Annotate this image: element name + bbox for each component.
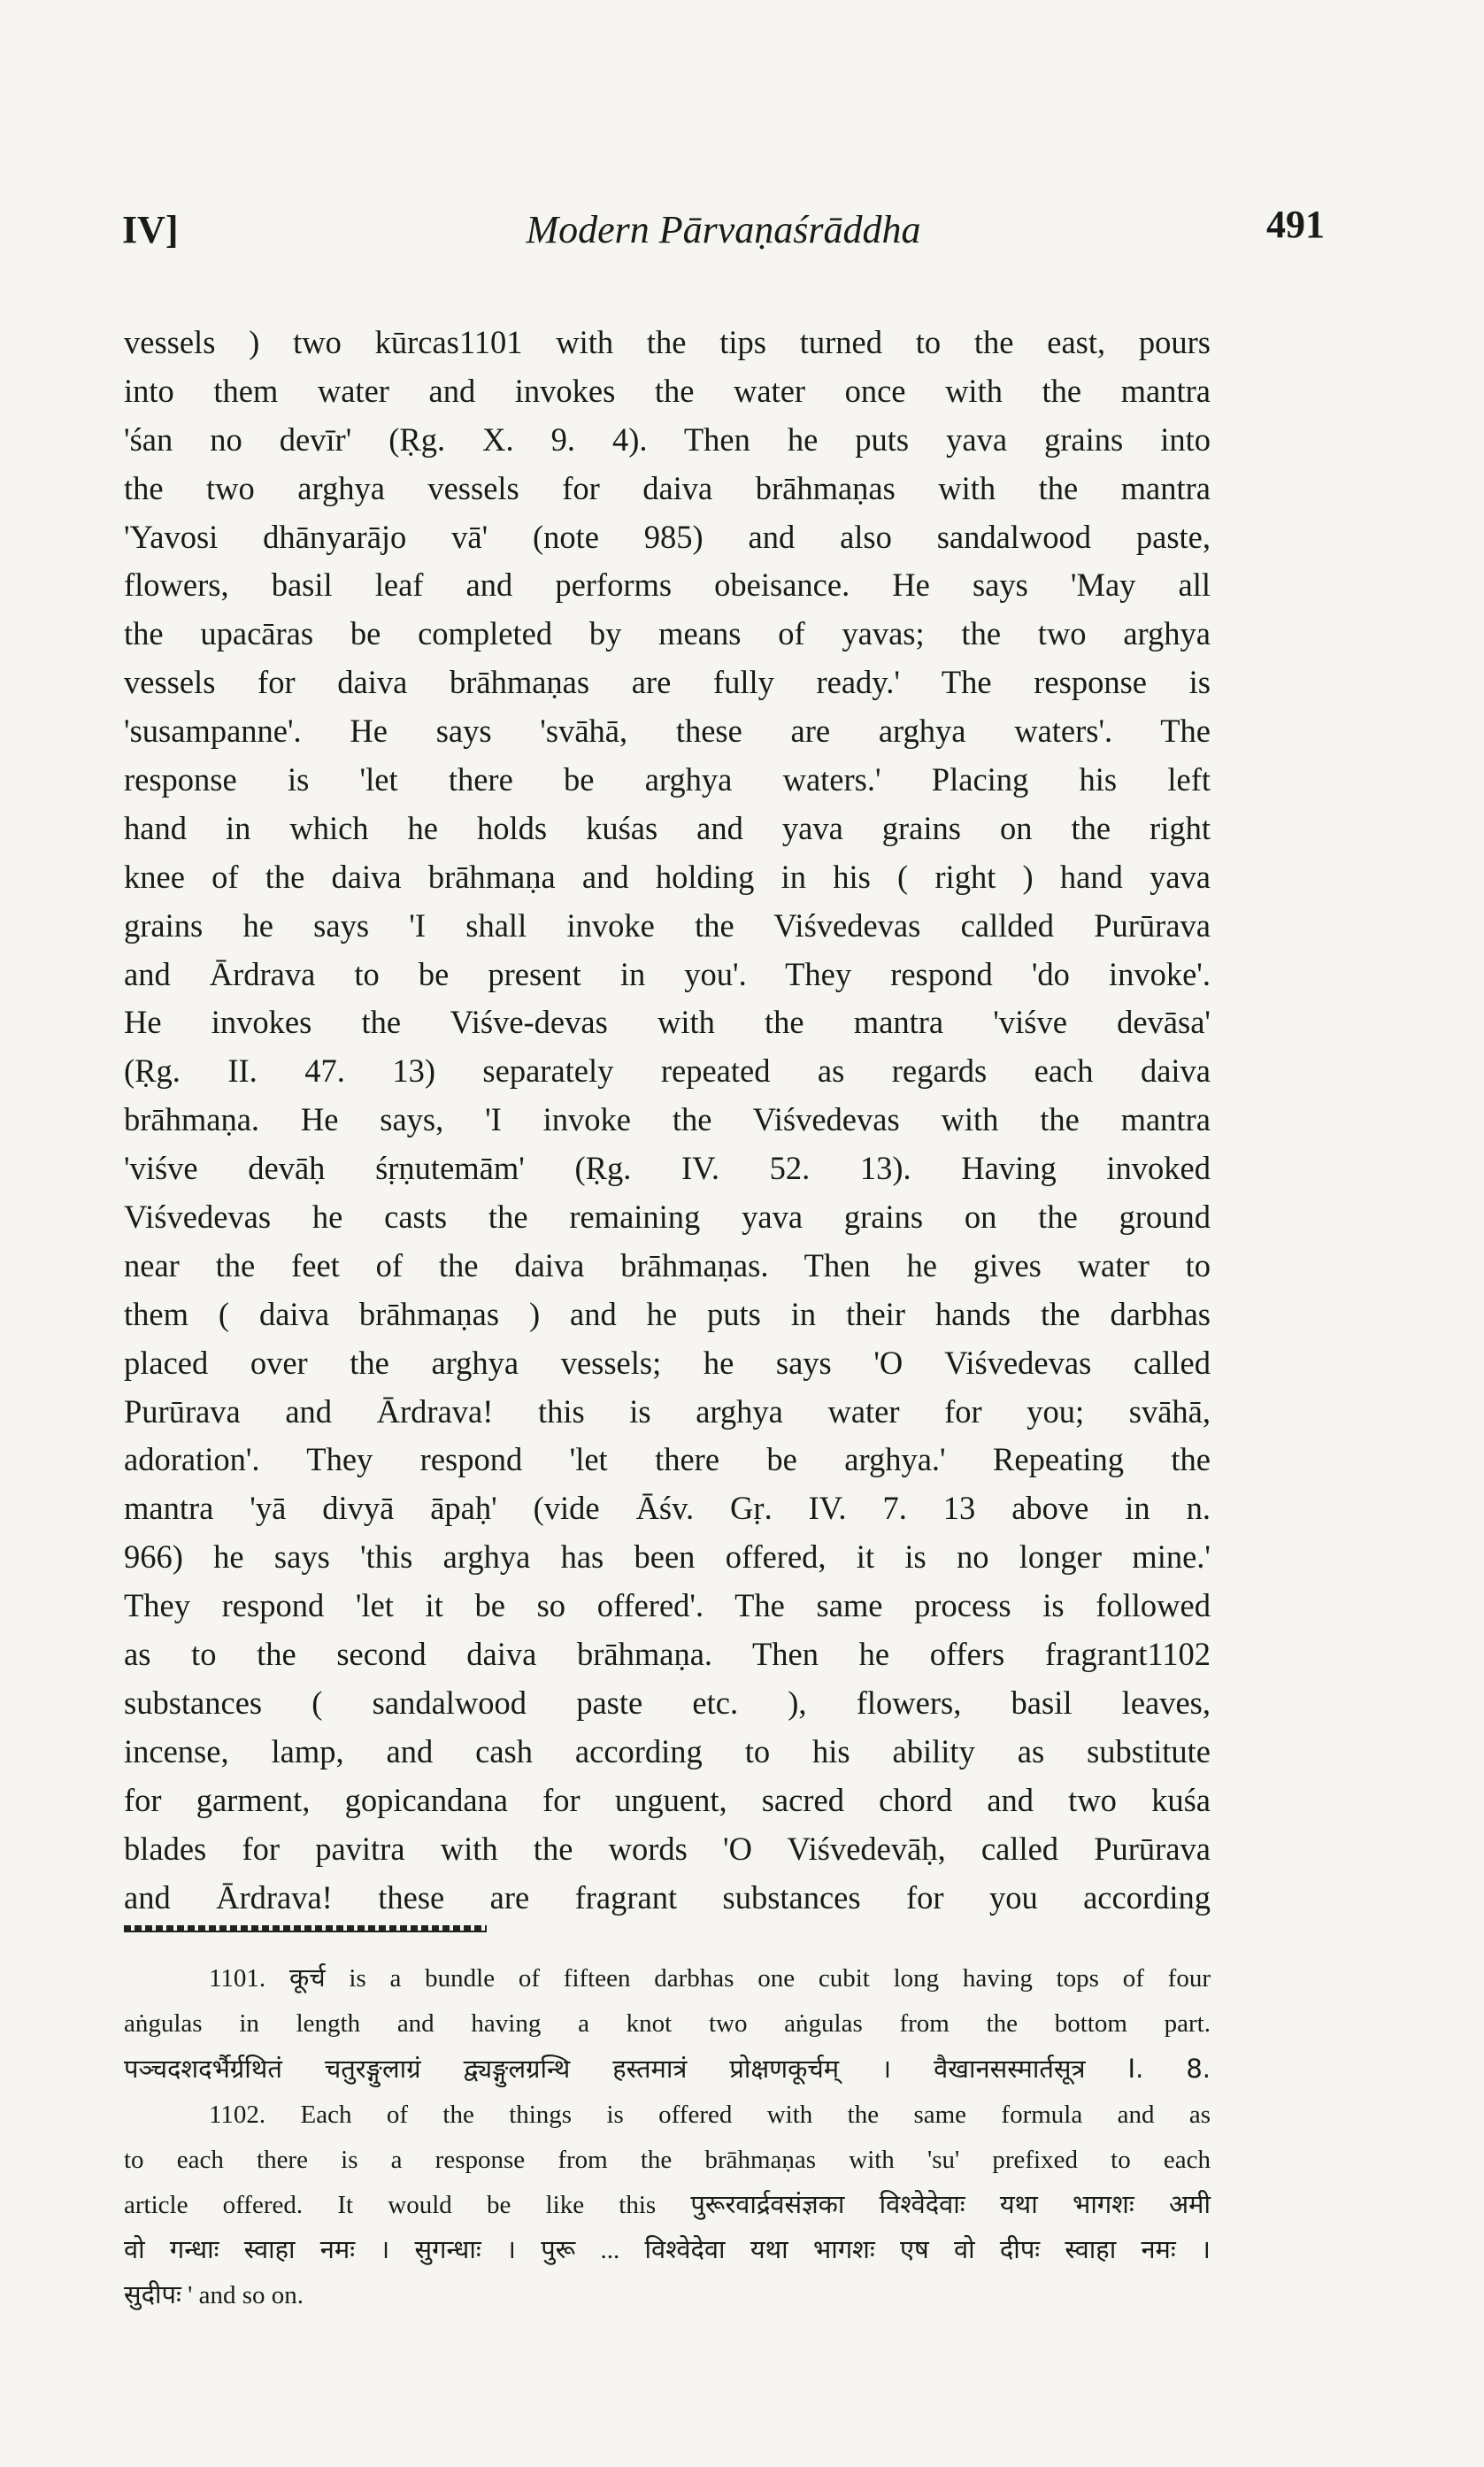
footnote-line: सुदीपः ' and so on. xyxy=(124,2281,304,2310)
body-line: response is 'let there be arghya waters.' Placing his left xyxy=(124,761,1211,798)
body-line: near the feet of the daiva brāhmaṇas. Then he gives water to xyxy=(124,1246,1211,1284)
body-line: blades for pavitra with the words 'O Viśvedevāḥ, called Purūrava xyxy=(124,1830,1211,1867)
body-line: flowers, basil leaf and performs obeisance. He says 'May all xyxy=(124,567,1211,604)
body-line: hand in which he holds kuśas and yava grains on the right xyxy=(124,809,1211,846)
body-line: substances ( sandalwood paste etc. ), flowers, basil leaves, xyxy=(124,1684,1211,1721)
body-line: 'viśve devāḥ śṛṇutemām' (Ṛg. IV. 52. 13). Having invoked xyxy=(124,1150,1211,1187)
body-line: as to the second daiva brāhmaṇa. Then he offers fragrant1102 xyxy=(124,1636,1211,1673)
body-line: 'susampanne'. He says 'svāhā, these are arghya waters'. The xyxy=(124,713,1211,750)
footnote-line: 1102. Each of the things is offered with the same formula and as xyxy=(209,2100,1211,2129)
body-text xyxy=(124,319,1211,1922)
footnote-line: aṅgulas in length and having a knot two aṅgulas from the bottom part. xyxy=(124,2009,1211,2039)
body-line: brāhmaṇa. He says, 'I invoke the Viśvedevas with the mantra xyxy=(124,1101,1211,1138)
body-line: and Ārdrava! these are fragrant substances for you according xyxy=(124,1878,1211,1916)
body-line: vessels for daiva brāhmaṇas are fully ready.' The response is xyxy=(124,664,1211,701)
body-line: the two arghya vessels for daiva brāhmaṇas with the mantra xyxy=(124,469,1211,506)
body-line: adoration'. They respond 'let there be arghya.' Repeating the xyxy=(124,1441,1211,1478)
footnote-line: पञ्चदशदर्भैर्ग्रथितं चतुरङ्गुलाग्रं द्व्यङ्गुलग्रन्थि हस्तमात्रं प्रोक्षणकूर्चम् । वैखानसस्मार्तसूत्र I. 8. xyxy=(124,2054,1211,2085)
body-line: 'Yavosi dhānyarājo vā' (note 985) and also sandalwood paste, xyxy=(124,518,1211,555)
body-line: Purūrava and Ārdrava! this is arghya water for you; svāhā, xyxy=(124,1392,1211,1430)
body-line: 966) he says 'this arghya has been offered, it is no longer mine.' xyxy=(124,1538,1211,1576)
body-line: mantra 'yā divyā āpaḥ' (vide Āśv. Gṛ. IV. 7. 13 above in n. xyxy=(124,1490,1211,1527)
footnotes xyxy=(124,1956,1211,2319)
body-line: placed over the arghya vessels; he says 'O Viśvedevas called xyxy=(124,1344,1211,1381)
body-line: He invokes the Viśve-devas with the mantra 'viśve devāsa' xyxy=(124,1004,1211,1041)
body-line: (Ṛg. II. 47. 13) separately repeated as regards each daiva xyxy=(124,1052,1211,1090)
footnote-line: article offered. It would be like this पुरूरवार्द्रवसंज्ञका विश्वेदेवाः यथा भागशः अमी xyxy=(124,2190,1211,2219)
body-line: 'śan no devīr' (Ṛg. X. 9. 4). Then he puts yava grains into xyxy=(124,420,1211,458)
page-number: 491 xyxy=(1266,203,1325,246)
running-title: Modern Pārvaṇaśrāddha xyxy=(526,208,921,251)
body-line: into them water and invokes the water once with the mantra xyxy=(124,372,1211,409)
chapter-number: IV] xyxy=(122,208,179,251)
body-line: them ( daiva brāhmaṇas ) and he puts in their hands the darbhas xyxy=(124,1295,1211,1332)
body-line: They respond 'let it be so offered'. The same process is followed xyxy=(124,1587,1211,1624)
footnote-line: to each there is a response from the brāhmaṇas with 'su' prefixed to each xyxy=(124,2145,1211,2174)
body-line: vessels ) two kūrcas1101 with the tips turned to the east, pours xyxy=(124,324,1211,360)
body-line: and Ārdrava to be present in you'. They respond 'do invoke'. xyxy=(124,955,1211,992)
body-line: Viśvedevas he casts the remaining yava grains on the ground xyxy=(124,1199,1211,1236)
footnote-separator xyxy=(124,1925,487,1932)
body-line: incense, lamp, and cash according to his ability as substitute xyxy=(124,1732,1211,1769)
body-line: grains he says 'I shall invoke the Viśvedevas callded Purūrava xyxy=(124,906,1211,944)
body-line: knee of the daiva brāhmaṇa and holding in his ( right ) hand yava xyxy=(124,858,1211,895)
body-line: for garment, gopicandana for unguent, sacred chord and two kuśa xyxy=(124,1781,1211,1818)
running-header xyxy=(122,202,1325,255)
footnote-line: वो गन्धाः स्वाहा नमः । सुगन्धाः । पुरू ... विश्वेदेवा यथा भागशः एष वो दीपः स्वाहा नमः । xyxy=(124,2236,1211,2265)
body-line: the upacāras be completed by means of yavas; the two arghya xyxy=(124,615,1211,652)
footnote-line: 1101. कूर्च is a bundle of fifteen darbhas one cubit long having tops of four xyxy=(209,1964,1211,1993)
